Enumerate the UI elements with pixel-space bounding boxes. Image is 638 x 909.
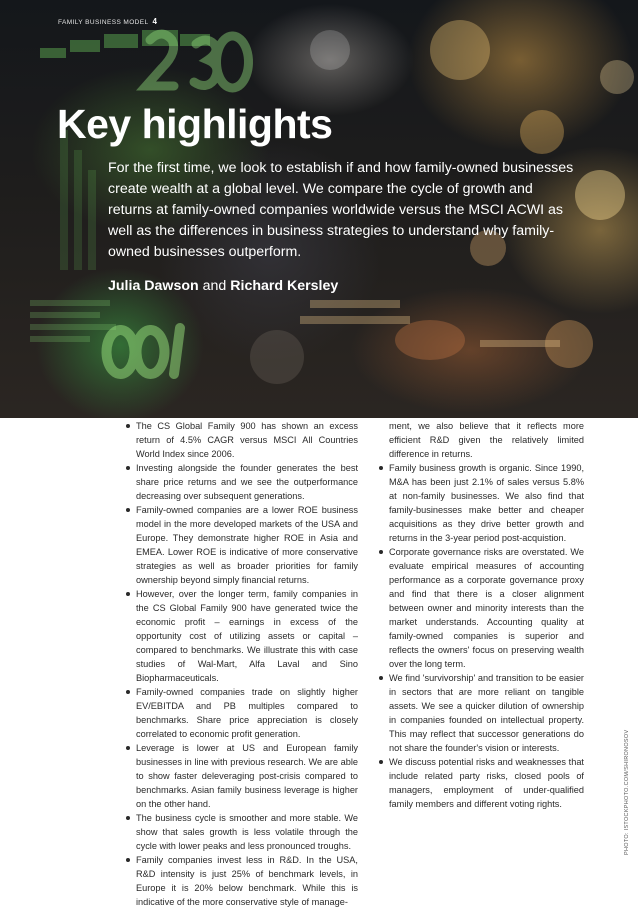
page-title: Key highlights [57, 101, 333, 147]
byline-conjunction: and [202, 278, 227, 294]
highlight-item: Family business growth is organic. Since 1990, M&A has been just 2.1% of sales versus 5.8% at non-family businesses. We also find that family-businesses make better and cheaper acquisitions as they drive better growth and returns in the 3-year period post-acquistion. [379, 461, 584, 545]
highlight-item: Leverage is lower at US and European family businesses in line with previous research. We are able to show faster deleveraging post-crisis compared to benchmarks. Asian family business leverage is higher on the other hand. [126, 741, 358, 811]
author-name: Julia Dawson [108, 278, 199, 294]
highlight-item: Corporate governance risks are overstated. We evaluate empirical measures of accounting performance as a corporate governance proxy and find that there is a closer alignment between owner and minority interests than the market understands. Accounting quality at family-owned companies is superior and reflects the owners' focus on preserving wealth over the long term. [379, 545, 584, 671]
highlight-item: Family-owned companies trade on slightly higher EV/EBITDA and PB multiples compared to benchmarks. Share price appreciation is closely correlated to economic profit generation. [126, 685, 358, 741]
highlight-item: Family-owned companies are a lower ROE business model in the more developed markets of the USA and Europe. They demonstrate higher ROE in Asia and EMEA. Lower ROE is indicative of more conservative strategies as well as broader priorities for family ownership beyond simply financial returns. [126, 503, 358, 587]
highlight-item: We discuss potential risks and weaknesses that include related party risks, closed pools of managers, employment of under-qualified family members and different voting rights. [379, 755, 584, 811]
highlight-item: However, over the longer term, family companies in the CS Global Family 900 have generated twice the economic profit – earnings in excess of the opportunity cost of utilizing assets or capital – compared to benchmarks. We illustrate this with case studies of Wal-Mart, Alfa Laval and Sino Biopharmaceuticals. [126, 587, 358, 685]
highlight-continuation: ment, we also believe that it reflects more efficient R&D given the relatively limited difference in returns. [389, 421, 584, 459]
hero-photo [0, 0, 638, 418]
section-label: FAMILY BUSINESS MODEL [58, 19, 149, 26]
lead-paragraph: For the first time, we look to establish if and how family-owned businesses create wealth at a global level. We compare the cycle of growth and returns at family-owned companies worldwide versus the MSCI ACWI as well as the differences in business strategies to understand why family-owned businesses outperform. [108, 160, 574, 260]
highlight-item: The CS Global Family 900 has shown an excess return of 4.5% CAGR versus MSCI All Countries World Index since 2006. [126, 419, 358, 461]
page-number: 4 [152, 17, 158, 26]
highlight-item: The business cycle is smoother and more stable. We show that sales growth is less volatile through the cycle with lower peaks and less pronounced troughs. [126, 811, 358, 853]
highlights-column-left [126, 419, 358, 909]
highlight-item: We find 'survivorship' and transition to be easier in sectors that are more reliant on tangible assets. We see a quicker dilution of ownership in companies founded on intellectual property. This may reflect that successor generations do not share the founder's vision or interests. [379, 671, 584, 755]
running-header [58, 17, 157, 26]
highlight-item: Investing alongside the founder generates the best share price returns and we see the outperformance decreasing over subsequent generations. [126, 461, 358, 503]
author-name: Richard Kersley [230, 278, 339, 294]
highlights-column-right [379, 419, 584, 811]
byline [108, 278, 338, 294]
photo-credit: PHOTO: ISTOCKPHOTO.COM/SHIRONOSOV [624, 729, 630, 855]
highlight-item: Family companies invest less in R&D. In the USA, R&D intensity is just 25% of benchmark levels, in Europe it is 20% below benchmark. While this is indicative of the more conservative style of manage- [126, 853, 358, 909]
